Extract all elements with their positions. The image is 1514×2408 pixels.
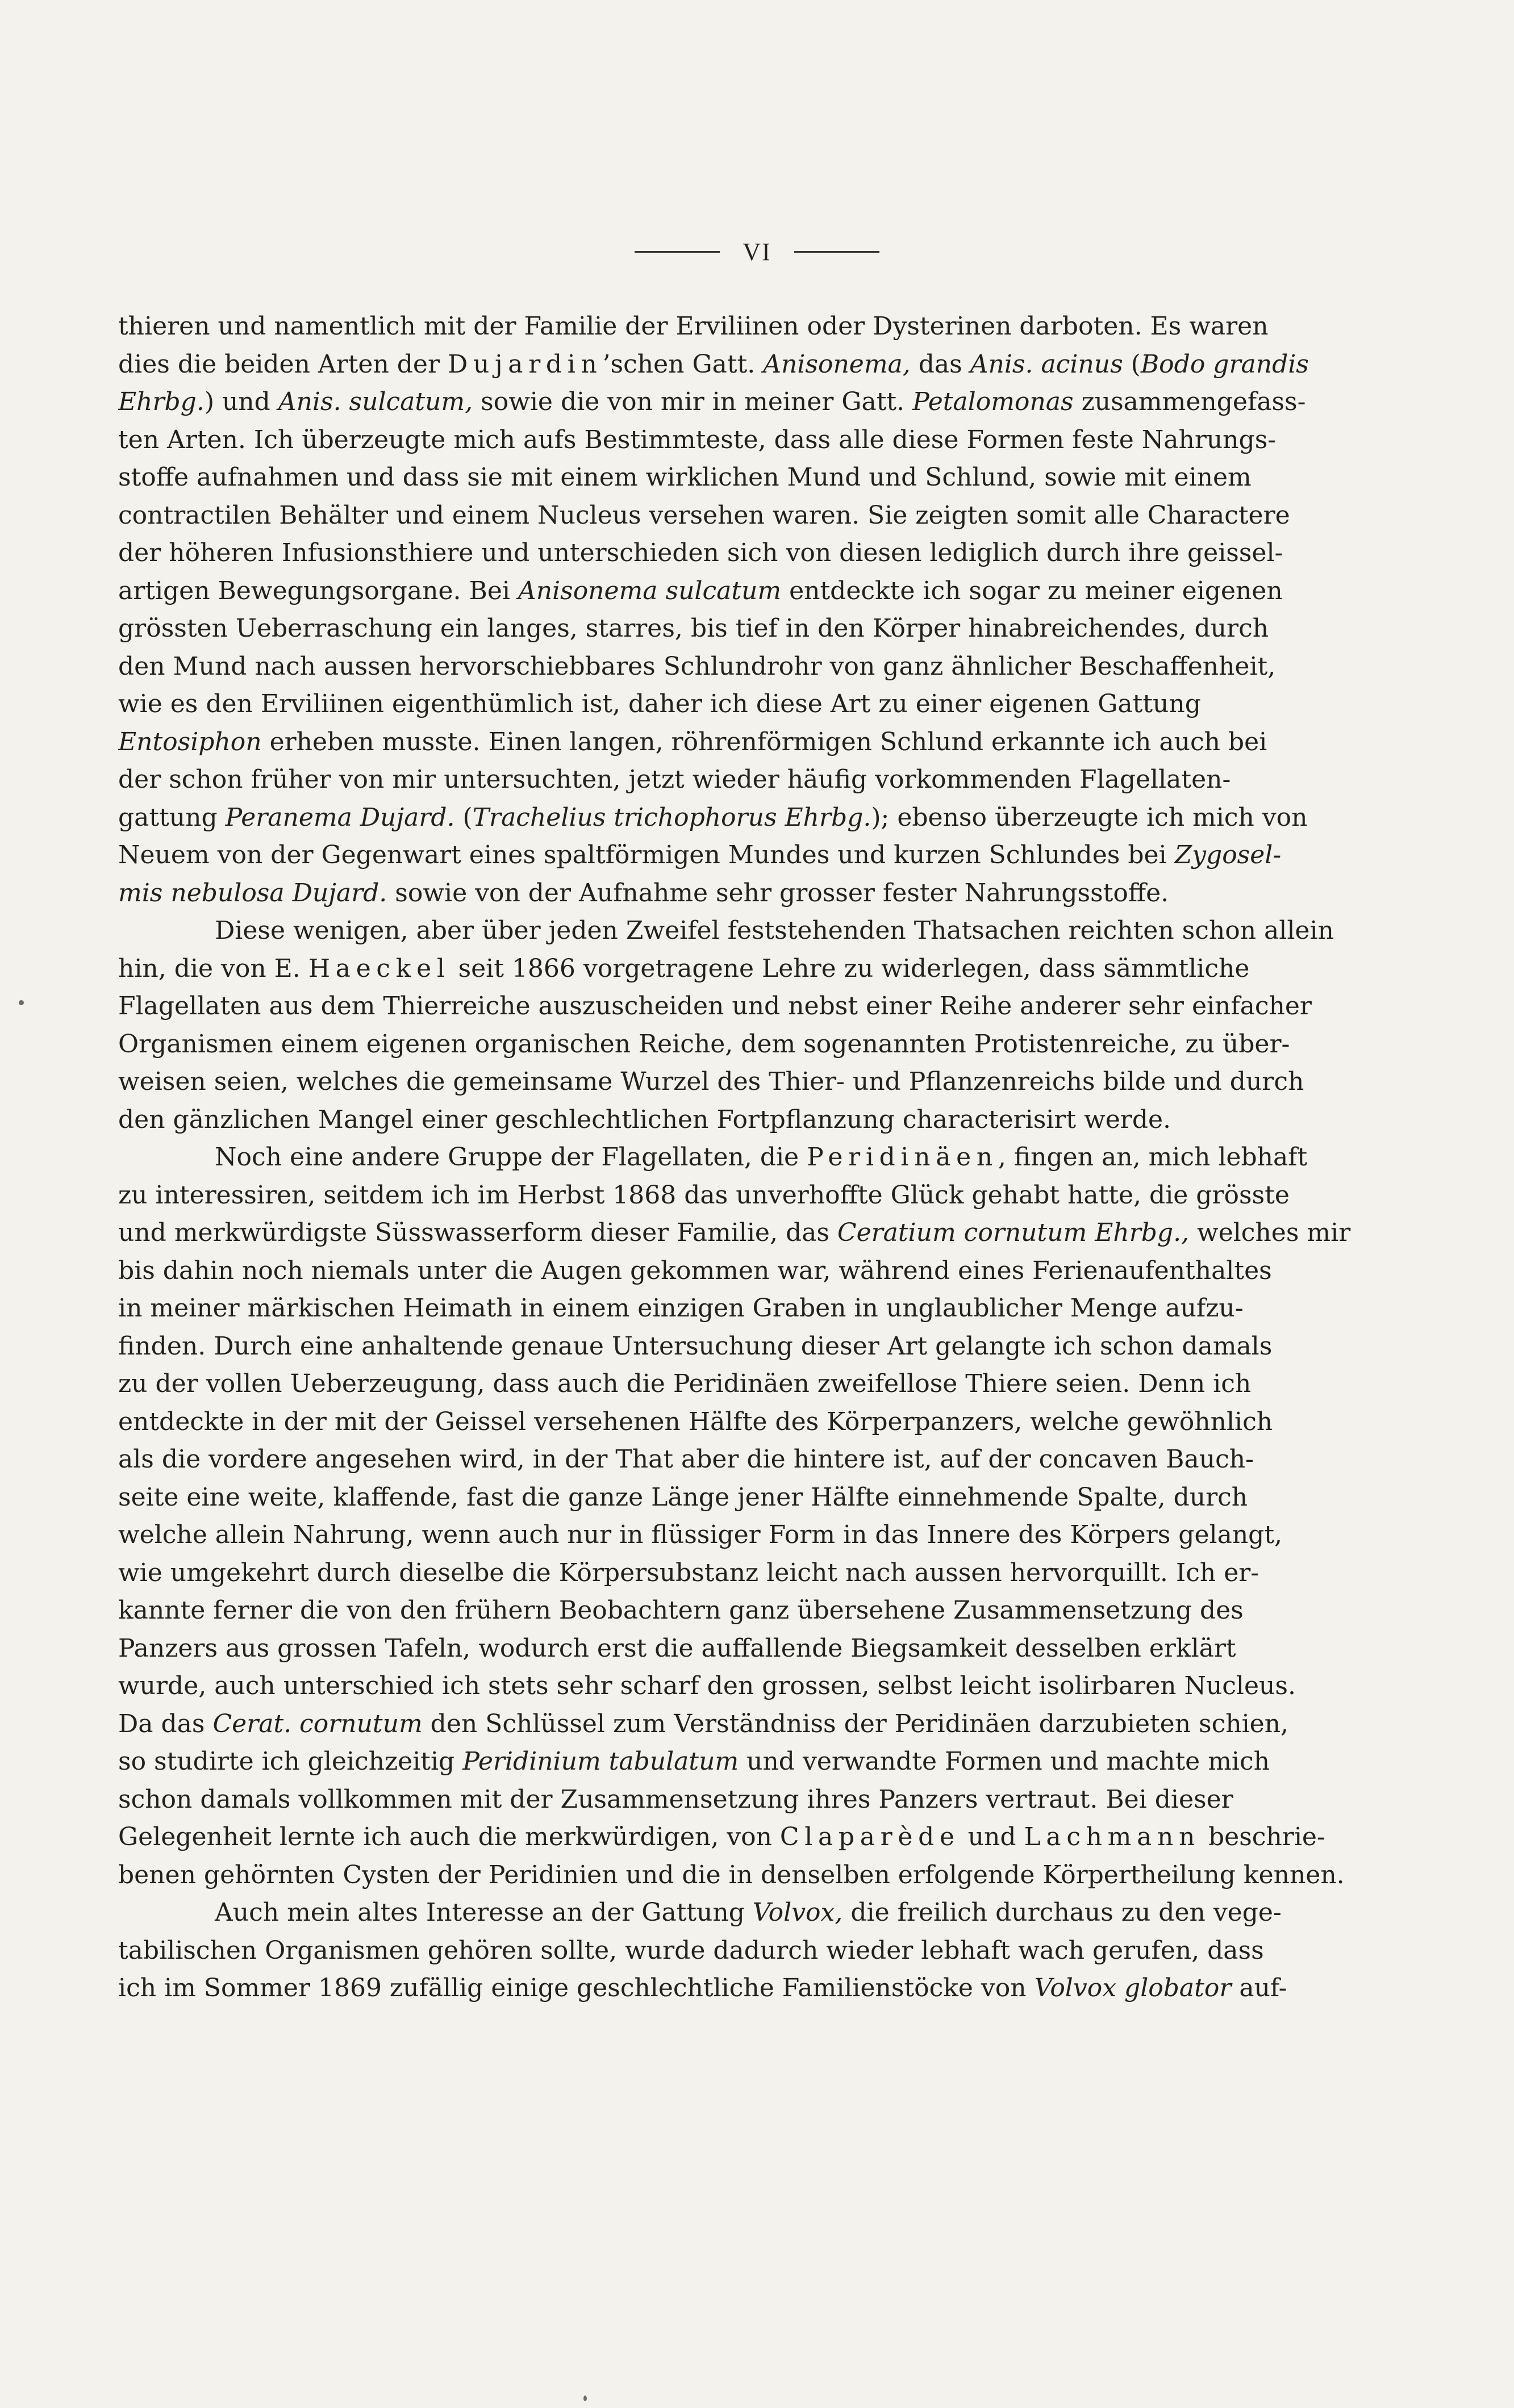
text-line (118, 1214, 1391, 1252)
text-run: ); ebenso überzeugte ich mich von (871, 802, 1308, 832)
text-run: zusammengefass- (1073, 387, 1306, 416)
text-run: erheben musste. Einen langen, röhrenförmigen Schlund erkannte ich auch bei (261, 727, 1267, 756)
text-run: Cerat. cornutum (212, 1709, 423, 1738)
text-line (118, 497, 1391, 535)
text-run: der schon früher von mir untersuchten, jetzt wieder häufig vorkommenden Flagellaten- (118, 765, 1231, 794)
text-line (118, 1365, 1391, 1403)
text-run: sowie von der Aufnahme sehr grosser fester Nahrungsstoffe. (387, 878, 1169, 908)
text-run: Noch eine andere Gruppe der Flagellaten, die (215, 1143, 807, 1172)
text-run: Entosiphon (118, 727, 262, 756)
text-run: den gänzlichen Mangel einer geschlechtlichen Fortpflanzung characterisirt werde. (118, 1105, 1171, 1134)
text-run: wurde, auch unterschied ich stets sehr scharf den grossen, selbst leicht isolirbaren Nucleus. (118, 1671, 1296, 1700)
text-run: Lachmann (1024, 1822, 1201, 1851)
text-line (118, 534, 1391, 572)
text-run: der höheren Infusionsthiere und unterschieden sich von diesen lediglich durch ihre geissel- (118, 538, 1283, 567)
text-line (118, 1970, 1391, 2008)
text-run: schon damals vollkommen mit der Zusammensetzung ihres Panzers vertraut. Bei dieser (118, 1784, 1233, 1814)
text-run: wie umgekehrt durch dieselbe die Körpersubstanz leicht nach aussen hervorquillt. Ich er- (118, 1558, 1259, 1587)
text-run: zu der vollen Ueberzeugung, dass auch die Peridinäen zweifellose Thiere seien. Denn ich (118, 1369, 1252, 1398)
text-run: Diese wenigen, aber über jeden Zweifel feststehenden Thatsachen reichten schon allein (215, 916, 1334, 945)
text-run: sowie die von mir in meiner Gatt. (473, 387, 913, 416)
text-run: und verwandte Formen und machte mich (739, 1747, 1270, 1776)
text-run: finden. Durch eine anhaltende genaue Untersuchung dieser Art gelangte ich schon damals (118, 1331, 1273, 1361)
text-run: Peridinium tabulatum (462, 1747, 739, 1776)
text-run: auf- (1231, 1974, 1287, 2003)
text-run: Anisonema, (763, 349, 911, 379)
text-line (118, 1101, 1391, 1139)
text-line (118, 799, 1391, 837)
text-line (118, 724, 1391, 762)
text-run: entdeckte in der mit der Geissel versehenen Hälfte des Körperpanzers, welche gewöhnlich (118, 1407, 1273, 1436)
page-header (0, 237, 1514, 266)
text-run: die freilich durchaus zu den vege- (842, 1898, 1282, 1927)
text-run: tabilischen Organismen gehören sollte, wurde dadurch wieder lebhaft wach gerufen, dass (118, 1935, 1264, 1965)
text-run: Trachelius trichophorus Ehrbg. (472, 802, 871, 832)
text-run: Petalomonas (912, 387, 1074, 416)
text-line (118, 1932, 1391, 1970)
text-run: so studirte ich gleichzeitig (118, 1747, 463, 1776)
text-line (118, 572, 1391, 611)
text-run: Anis. acinus (970, 349, 1123, 379)
text-run: Bodo grandis (1140, 349, 1309, 379)
text-run: thieren und namentlich mit der Familie der Erviliinen oder Dysterinen darboten. Es waren (118, 312, 1269, 341)
text-run: als die vordere angesehen wird, in der That aber die hintere ist, auf der concaven Bauch- (118, 1445, 1254, 1474)
text-line (118, 1630, 1391, 1668)
text-line (118, 837, 1391, 875)
text-run: ’schen Gatt. (602, 349, 764, 379)
text-run: Volvox, (752, 1898, 843, 1927)
text-run: das (910, 349, 970, 379)
text-run: Volvox globator (1034, 1974, 1232, 2003)
text-line (118, 1554, 1391, 1592)
text-run: Ceratium cornutum Ehrbg., (837, 1218, 1190, 1247)
text-run: den Mund nach aussen hervorschiebbares Schlundrohr von ganz ähnlicher Beschaffenheit, (118, 651, 1276, 681)
text-line (118, 1781, 1391, 1819)
text-line (118, 383, 1391, 421)
text-run: Gelegenheit lernte ich auch die merkwürdigen, von (118, 1822, 780, 1851)
text-run: und merkwürdigste Süsswasserform dieser Familie, das (118, 1218, 837, 1247)
text-line (118, 1252, 1391, 1290)
header-rule-right (794, 251, 879, 253)
text-line (118, 346, 1391, 384)
text-line (118, 1441, 1391, 1479)
text-run: ten Arten. Ich überzeugte mich aufs Bestimmteste, dass alle diese Formen feste Nahrungs- (118, 425, 1277, 454)
text-line (118, 421, 1391, 459)
text-run: entdeckte ich sogar zu meiner eigenen (781, 576, 1283, 605)
text-run: welche allein Nahrung, wenn auch nur in flüssiger Form in das Innere des Körpers gelangt, (118, 1520, 1282, 1549)
text-run: Zygosel- (1174, 841, 1282, 869)
text-run: artigen Bewegungsorgane. Bei (118, 576, 518, 605)
text-run: , fingen an, mich lebhaft (998, 1143, 1308, 1172)
text-run: benen gehörnten Cysten der Peridinien und die in denselben erfolgende Körpertheilung kennen. (118, 1860, 1345, 1889)
text-line (118, 1818, 1391, 1857)
text-line (118, 1705, 1391, 1744)
text-run: Panzers aus grossen Tafeln, wodurch erst die auffallende Biegsamkeit desselben erklärt (118, 1633, 1236, 1663)
text-line (118, 1592, 1391, 1630)
text-line (118, 1667, 1391, 1705)
text-run: Peridinäen (807, 1143, 998, 1172)
text-run: und (960, 1822, 1024, 1851)
text-line (118, 1516, 1391, 1554)
text-run: zu interessiren, seitdem ich im Herbst 1868 das unverhoffte Glück gehabt hatte, die grösste (118, 1180, 1290, 1210)
text-line (118, 1063, 1391, 1101)
text-line (118, 685, 1391, 724)
text-run: ( (1123, 349, 1141, 379)
text-run: Claparède (779, 1822, 960, 1851)
text-run: ( (454, 802, 473, 832)
text-run: Flagellaten aus dem Thierreiche auszuscheiden und nebst einer Reihe anderer sehr einfacher (118, 992, 1312, 1021)
text-run: dies die beiden Arten der (118, 349, 448, 379)
text-run: stoffe aufnahmen und dass sie mit einem wirklichen Mund und Schlund, sowie mit einem (118, 463, 1252, 492)
text-run: Neuem von der Gegenwart eines spaltförmigen Mundes und kurzen Schlundes bei (118, 841, 1175, 869)
text-run: seite eine weite, klaffende, fast die ganze Länge jener Hälfte einnehmende Spalte, durch (118, 1482, 1248, 1512)
text-run: Auch mein altes Interesse an der Gattung (215, 1898, 753, 1927)
text-run: wie es den Erviliinen eigenthümlich ist, daher ich diese Art zu einer eigenen Gattung (118, 689, 1201, 718)
text-line (118, 1328, 1391, 1366)
text-line (118, 1139, 1391, 1177)
text-run: Organismen einem eigenen organischen Reiche, dem sogenannten Protistenreiche, zu über- (118, 1029, 1290, 1059)
header-rule-left (635, 251, 720, 253)
text-run: Anisonema sulcatum (518, 576, 782, 605)
text-line (118, 761, 1391, 799)
text-line (118, 648, 1391, 686)
text-line (118, 1403, 1391, 1441)
text-line (118, 1894, 1391, 1932)
text-line (118, 1743, 1391, 1781)
text-run: bis dahin noch niemals unter die Augen gekommen war, während eines Ferienaufenthaltes (118, 1256, 1272, 1285)
text-run: Peranema Dujard. (225, 802, 455, 832)
text-run: in meiner märkischen Heimath in einem einzigen Graben in unglaublicher Menge aufzu- (118, 1294, 1244, 1323)
text-run: welches mir (1189, 1218, 1351, 1247)
text-run: contractilen Behälter und einem Nucleus versehen waren. Sie zeigten somit alle Charactere (118, 500, 1290, 530)
text-line (118, 950, 1391, 988)
text-run: ich im Sommer 1869 zufällig einige geschlechtliche Familienstöcke von (118, 1974, 1035, 2003)
text-run: mis nebulosa Dujard. (118, 878, 387, 908)
text-line (118, 875, 1391, 913)
page-number: VI (743, 238, 771, 266)
text-run: Dujardin (448, 349, 603, 379)
text-line (118, 610, 1391, 648)
text-run: beschrie- (1200, 1822, 1325, 1851)
text-line (118, 459, 1391, 497)
text-run: gattung (118, 802, 226, 832)
text-run: den Schlüssel zum Verständniss der Peridinäen darzubieten schien, (422, 1709, 1289, 1738)
text-run: Ehrbg. (118, 387, 205, 416)
text-line (118, 1177, 1391, 1215)
body-text (118, 308, 1391, 2008)
text-line (118, 308, 1391, 346)
text-line (118, 1026, 1391, 1064)
paper-speck (583, 2396, 587, 2401)
text-run: kannte ferner die von den frühern Beobachtern ganz übersehene Zusammensetzung des (118, 1596, 1244, 1625)
text-run: seit 1866 vorgetragene Lehre zu widerlegen, dass sämmtliche (450, 954, 1250, 983)
text-line (118, 912, 1391, 950)
paper-speck (19, 1000, 24, 1005)
text-run: hin, die von E. (118, 954, 308, 983)
text-run: weisen seien, welches die gemeinsame Wurzel des Thier- und Pflanzenreichs bilde und durch (118, 1067, 1304, 1096)
text-line (118, 988, 1391, 1026)
text-line (118, 1290, 1391, 1328)
text-run: ) und (204, 387, 278, 416)
text-run: Da das (118, 1709, 213, 1738)
text-line (118, 1479, 1391, 1517)
text-line (118, 1857, 1391, 1895)
text-run: grössten Ueberraschung ein langes, starres, bis tief in den Körper hinabreichendes, durch (118, 614, 1269, 643)
text-run: Anis. sulcatum, (278, 387, 473, 416)
text-run: Haeckel (308, 954, 451, 983)
